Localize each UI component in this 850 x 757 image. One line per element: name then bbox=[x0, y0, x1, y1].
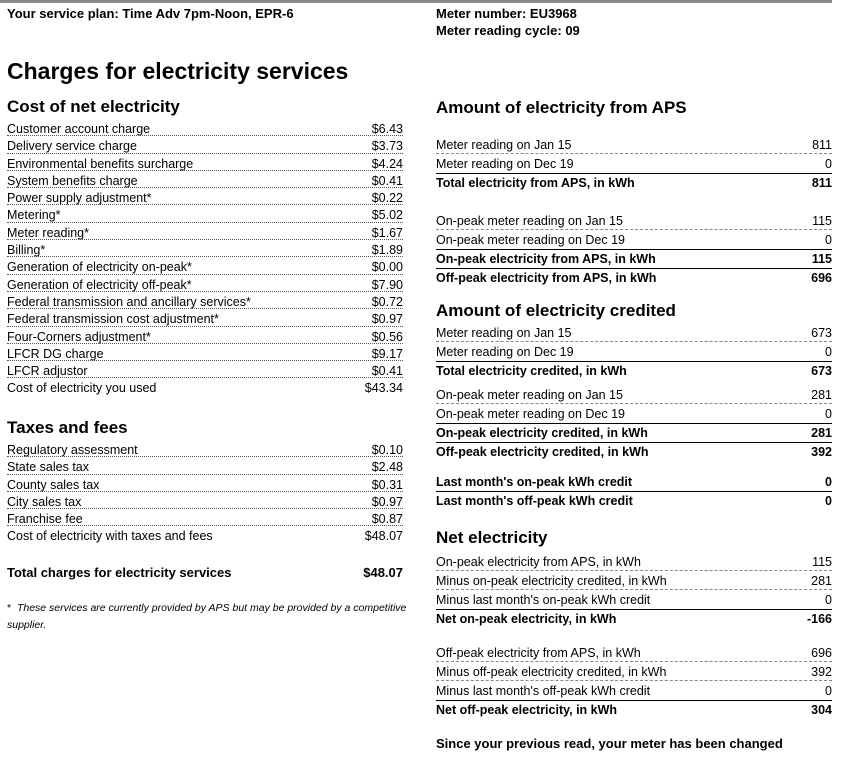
kwh-row bbox=[436, 343, 832, 362]
charge-amount: $7.90 bbox=[371, 277, 403, 292]
credited-group-2 bbox=[436, 386, 832, 462]
service-plan-header bbox=[7, 5, 294, 22]
grand-total-value: $48.07 bbox=[363, 565, 403, 580]
kwh-value: 115 bbox=[812, 555, 832, 569]
kwh-label: On-peak meter reading on Dec 19 bbox=[436, 407, 625, 421]
charge-amount: $0.00 bbox=[371, 260, 403, 275]
charge-row bbox=[7, 477, 403, 494]
grand-total-row bbox=[7, 565, 403, 580]
kwh-value: 673 bbox=[811, 326, 832, 340]
charge-label: Customer account charge bbox=[7, 122, 151, 136]
kwh-row bbox=[436, 610, 832, 629]
charge-amount: $1.89 bbox=[371, 243, 403, 258]
kwh-row bbox=[436, 553, 832, 572]
kwh-value: 392 bbox=[811, 445, 832, 459]
charge-label: LFCR DG charge bbox=[7, 346, 104, 361]
charge-label: Metering* bbox=[7, 208, 61, 223]
charge-row bbox=[7, 442, 403, 459]
meter-number: Meter number: EU3968 bbox=[436, 6, 577, 21]
charge-row bbox=[7, 494, 403, 511]
kwh-row bbox=[436, 473, 832, 492]
kwh-row bbox=[436, 682, 832, 701]
charge-row bbox=[7, 329, 403, 346]
service-plan: Your service plan: Time Adv 7pm-Noon, EPR-6 bbox=[7, 6, 294, 21]
kwh-label: Minus on-peak electricity credited, in kWh bbox=[436, 574, 667, 588]
kwh-label: Meter reading on Jan 15 bbox=[436, 326, 572, 340]
charge-row bbox=[7, 363, 403, 380]
charge-amount: $9.17 bbox=[371, 346, 403, 361]
aps-section-title: Amount of electricity from APS bbox=[436, 98, 687, 117]
meter-cycle: Meter reading cycle: 09 bbox=[436, 23, 580, 38]
cost-list bbox=[7, 121, 403, 398]
charge-row bbox=[7, 207, 403, 224]
charge-amount: $0.10 bbox=[371, 443, 403, 457]
kwh-label: Meter reading on Dec 19 bbox=[436, 345, 574, 359]
charge-label: LFCR adjustor bbox=[7, 364, 88, 379]
kwh-label: Off-peak electricity credited, in kWh bbox=[436, 445, 649, 459]
net-group-2 bbox=[436, 644, 832, 720]
charge-label: Regulatory assessment bbox=[7, 443, 138, 457]
charge-label: City sales tax bbox=[7, 494, 82, 509]
meter-changed-note: Since your previous read, your meter has been changed bbox=[436, 736, 783, 751]
kwh-label: Off-peak electricity from APS, in kWh bbox=[436, 646, 641, 660]
kwh-label: Total electricity from APS, in kWh bbox=[436, 176, 635, 190]
aps-group-1 bbox=[436, 136, 832, 193]
charge-row bbox=[7, 156, 403, 173]
kwh-value: 281 bbox=[811, 426, 832, 440]
kwh-value: 811 bbox=[812, 138, 832, 152]
kwh-value: 281 bbox=[811, 574, 832, 588]
kwh-label: On-peak electricity from APS, in kWh bbox=[436, 555, 641, 569]
kwh-value: 0 bbox=[825, 157, 832, 171]
charge-amount: $0.41 bbox=[371, 364, 403, 379]
kwh-row bbox=[436, 269, 832, 288]
kwh-row bbox=[436, 591, 832, 610]
kwh-value: 0 bbox=[825, 593, 832, 607]
charge-row bbox=[7, 277, 403, 294]
charge-row bbox=[7, 511, 403, 528]
charge-amount: $3.73 bbox=[371, 139, 403, 154]
subtotal-amount: $43.34 bbox=[364, 381, 403, 396]
subtotal-row bbox=[7, 528, 403, 545]
charge-label: Generation of electricity off-peak* bbox=[7, 277, 192, 292]
charge-amount: $0.22 bbox=[371, 191, 403, 206]
kwh-label: Minus off-peak electricity credited, in kWh bbox=[436, 665, 667, 679]
kwh-label: Minus last month's on-peak kWh credit bbox=[436, 593, 651, 607]
credited-section-title: Amount of electricity credited bbox=[436, 301, 676, 320]
kwh-value: 304 bbox=[811, 703, 832, 717]
kwh-value: 0 bbox=[825, 233, 832, 247]
charge-row bbox=[7, 259, 403, 276]
kwh-value: 673 bbox=[811, 364, 832, 378]
kwh-label: On-peak meter reading on Jan 15 bbox=[436, 214, 623, 228]
charge-label: Federal transmission cost adjustment* bbox=[7, 312, 219, 327]
kwh-label: Last month's off-peak kWh credit bbox=[436, 494, 633, 508]
charge-label: Billing* bbox=[7, 243, 46, 258]
kwh-value: 0 bbox=[825, 475, 832, 489]
kwh-row bbox=[436, 155, 832, 174]
kwh-value: 0 bbox=[825, 407, 832, 421]
meter-header bbox=[436, 5, 580, 39]
charge-label: System benefits charge bbox=[7, 173, 138, 188]
kwh-row bbox=[436, 174, 832, 193]
net-section-title: Net electricity bbox=[436, 528, 548, 547]
kwh-row bbox=[436, 443, 832, 462]
kwh-label: Last month's on-peak kWh credit bbox=[436, 475, 633, 489]
kwh-value: 0 bbox=[825, 684, 832, 698]
credited-group-1 bbox=[436, 324, 832, 381]
kwh-row bbox=[436, 405, 832, 424]
kwh-label: Total electricity credited, in kWh bbox=[436, 364, 627, 378]
charge-row bbox=[7, 173, 403, 190]
kwh-row bbox=[436, 386, 832, 405]
kwh-row bbox=[436, 212, 832, 231]
kwh-row bbox=[436, 644, 832, 663]
kwh-row bbox=[436, 424, 832, 443]
charge-amount: $0.97 bbox=[371, 494, 403, 509]
charge-amount: $0.31 bbox=[371, 477, 403, 492]
charge-amount: $6.43 bbox=[371, 122, 403, 136]
kwh-row bbox=[436, 362, 832, 381]
footnote bbox=[7, 600, 407, 634]
kwh-value: 115 bbox=[811, 252, 832, 266]
charge-amount: $1.67 bbox=[371, 225, 403, 240]
kwh-value: 392 bbox=[811, 665, 832, 679]
kwh-row bbox=[436, 231, 832, 250]
subtotal-amount: $48.07 bbox=[364, 529, 403, 544]
kwh-label: Meter reading on Dec 19 bbox=[436, 157, 574, 171]
kwh-label: Meter reading on Jan 15 bbox=[436, 138, 572, 152]
charge-row bbox=[7, 121, 403, 138]
charge-row bbox=[7, 294, 403, 311]
charge-amount: $0.72 bbox=[371, 294, 403, 309]
charge-amount: $2.48 bbox=[371, 460, 403, 475]
footnote-text: These services are currently provided by APS but may be provided by a competitive supplier. bbox=[7, 602, 407, 631]
charge-row bbox=[7, 225, 403, 242]
footnote-star: * bbox=[7, 602, 12, 614]
charge-row bbox=[7, 346, 403, 363]
subtotal-label: Cost of electricity with taxes and fees bbox=[7, 529, 213, 544]
page-title: Charges for electricity services bbox=[7, 58, 349, 84]
kwh-label: Minus last month's off-peak kWh credit bbox=[436, 684, 651, 698]
kwh-value: -166 bbox=[806, 612, 832, 626]
charge-amount: $0.87 bbox=[371, 512, 403, 527]
taxes-list bbox=[7, 442, 403, 546]
charge-row bbox=[7, 459, 403, 476]
kwh-value: 811 bbox=[811, 176, 832, 190]
kwh-label: Net off-peak electricity, in kWh bbox=[436, 703, 618, 717]
taxes-section-title: Taxes and fees bbox=[7, 418, 128, 437]
charge-label: Franchise fee bbox=[7, 512, 83, 527]
kwh-row bbox=[436, 572, 832, 591]
charge-amount: $4.24 bbox=[371, 156, 403, 171]
top-rule bbox=[0, 0, 832, 3]
kwh-value: 0 bbox=[825, 345, 832, 359]
net-group-1 bbox=[436, 553, 832, 629]
charge-amount: $0.97 bbox=[371, 312, 403, 327]
charge-row bbox=[7, 138, 403, 155]
kwh-value: 281 bbox=[811, 388, 832, 402]
charge-row bbox=[7, 311, 403, 328]
charge-label: Meter reading* bbox=[7, 225, 89, 240]
charge-label: State sales tax bbox=[7, 460, 89, 475]
kwh-value: 115 bbox=[812, 214, 832, 228]
charge-amount: $0.41 bbox=[371, 173, 403, 188]
cost-section-title: Cost of net electricity bbox=[7, 97, 180, 116]
charge-label: County sales tax bbox=[7, 477, 100, 492]
kwh-row bbox=[436, 250, 832, 269]
charge-label: Four-Corners adjustment* bbox=[7, 329, 151, 344]
kwh-value: 696 bbox=[811, 271, 832, 285]
kwh-label: Off-peak electricity from APS, in kWh bbox=[436, 271, 657, 285]
charge-label: Power supply adjustment* bbox=[7, 191, 152, 206]
kwh-row bbox=[436, 492, 832, 511]
kwh-value: 0 bbox=[825, 494, 832, 508]
kwh-label: Net on-peak electricity, in kWh bbox=[436, 612, 617, 626]
charge-amount: $0.56 bbox=[371, 329, 403, 344]
kwh-label: On-peak meter reading on Jan 15 bbox=[436, 388, 623, 402]
charge-label: Delivery service charge bbox=[7, 139, 137, 154]
subtotal-label: Cost of electricity you used bbox=[7, 381, 157, 396]
kwh-label: On-peak electricity from APS, in kWh bbox=[436, 252, 656, 266]
charge-label: Generation of electricity on-peak* bbox=[7, 260, 192, 275]
charge-label: Federal transmission and ancillary services* bbox=[7, 294, 251, 309]
subtotal-row bbox=[7, 380, 403, 397]
kwh-label: On-peak meter reading on Dec 19 bbox=[436, 233, 625, 247]
kwh-label: On-peak electricity credited, in kWh bbox=[436, 426, 648, 440]
credited-group-3 bbox=[436, 473, 832, 511]
charge-row bbox=[7, 190, 403, 207]
kwh-row bbox=[436, 663, 832, 682]
charge-amount: $5.02 bbox=[371, 208, 403, 223]
kwh-row bbox=[436, 136, 832, 155]
charge-row bbox=[7, 242, 403, 259]
aps-group-2 bbox=[436, 212, 832, 288]
charge-label: Environmental benefits surcharge bbox=[7, 156, 194, 171]
kwh-row bbox=[436, 701, 832, 720]
kwh-value: 696 bbox=[811, 646, 832, 660]
kwh-row bbox=[436, 324, 832, 343]
grand-total-label: Total charges for electricity services bbox=[7, 565, 232, 580]
